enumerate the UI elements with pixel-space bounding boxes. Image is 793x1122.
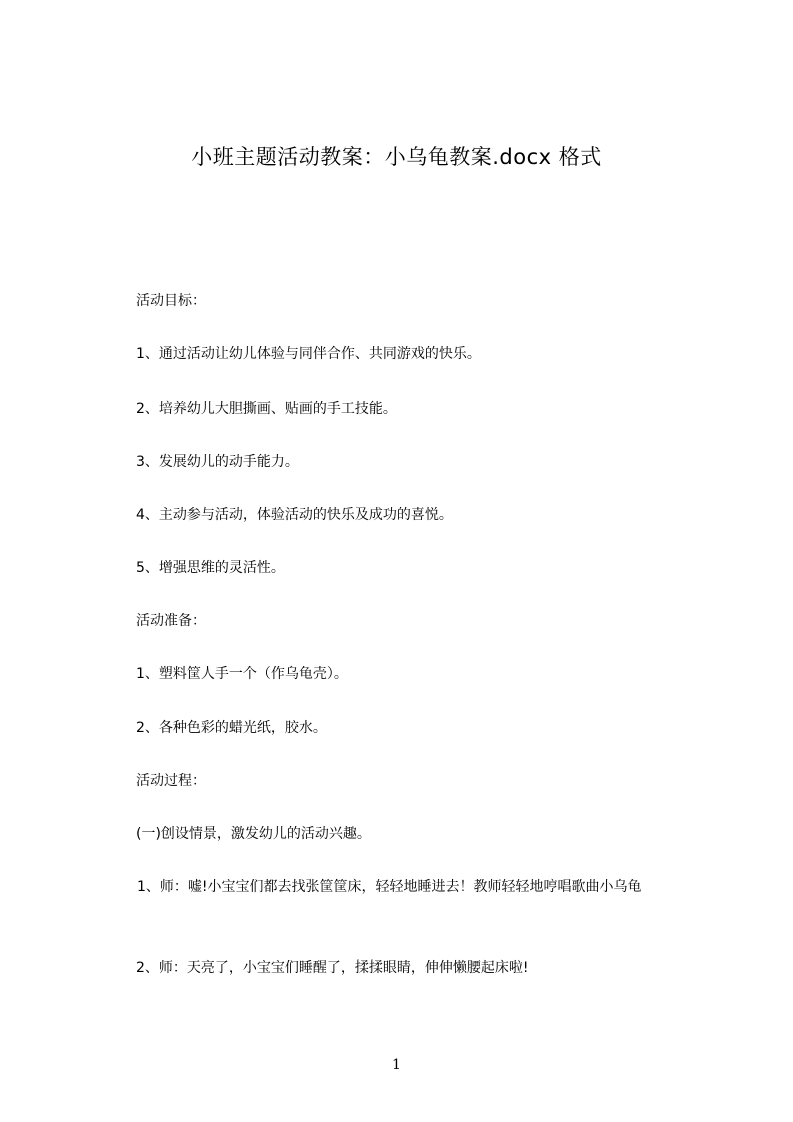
preparation-item-1: 1、塑料筐人手一个（作乌龟壳）。 [136,666,348,682]
goal-item-4: 4、主动参与活动，体验活动的快乐及成功的喜悦。 [136,507,453,523]
goal-item-1: 1、通过活动让幼儿体验与同伴合作、共同游戏的快乐。 [136,346,481,362]
section-heading-preparation: 活动准备： [136,613,206,629]
process-item-2: 2、师：天亮了，小宝宝们睡醒了，揉揉眼睛，伸伸懒腰起床啦! [136,960,529,976]
goal-item-2: 2、培养幼儿大胆撕画、贴画的手工技能。 [136,401,397,417]
page-number: 1 [392,1057,401,1073]
process-step-1: (一)创设情景，激发幼儿的活动兴趣。 [136,826,371,842]
goal-item-5: 5、增强思维的灵活性。 [136,560,285,576]
preparation-item-2: 2、各种色彩的蜡光纸，胶水。 [136,720,327,736]
process-item-1: 1、师：嘘!小宝宝们都去找张筐筐床，轻轻地睡进去！教师轻轻地哼唱歌曲小乌龟 [137,879,642,895]
goal-item-3: 3、发展幼儿的动手能力。 [136,454,299,470]
section-heading-process: 活动过程： [136,773,206,789]
document-title: 小班主题活动教案：小乌龟教案.docx 格式 [191,145,602,169]
section-heading-goals: 活动目标： [136,293,206,309]
